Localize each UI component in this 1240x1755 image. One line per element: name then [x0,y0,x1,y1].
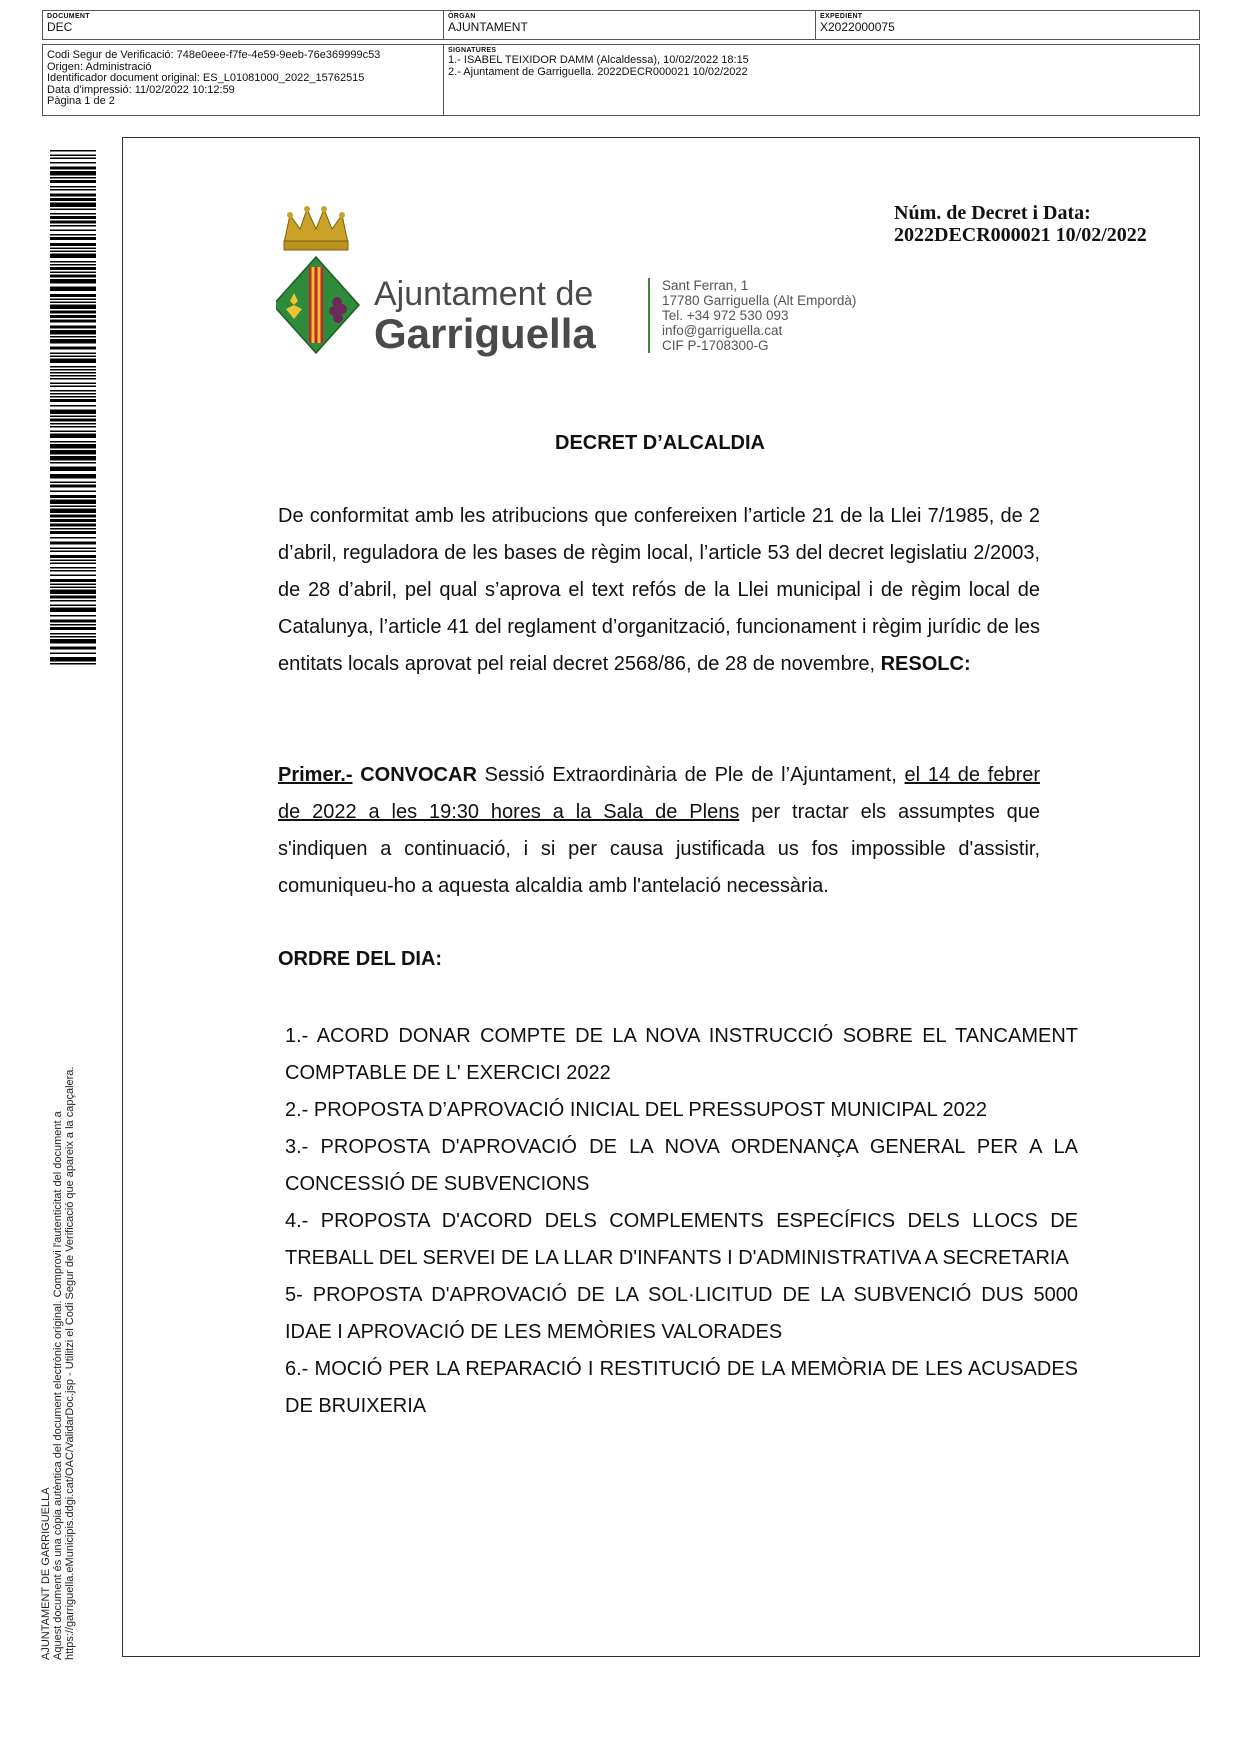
primer-date-place: el 14 de febrer de 2022 a les 19:30 hores a la Sala de Plens [278,764,1041,823]
signatures-cell [443,45,1199,115]
verification-code: Codi Segur de Verificació: 748e0eee-f7fe-4e59-9eeb-76e369999c53 [47,49,381,61]
contact-postal: 17780 Garriguella (Alt Empordà) [662,293,857,308]
organ-value: AJUNTAMENT [448,20,528,34]
expedient-label: EXPEDIENT [820,13,863,20]
logo-text-line2: Garriguella [374,310,596,357]
contact-email: info@garriguella.cat [662,323,783,338]
agenda-item: 3.- PROPOSTA D'APROVACIÓ DE LA NOVA ORDENANÇA GENERAL PER A LA CONCESSIÓ DE SUBVENCIONS [285,1136,1078,1195]
primer-label: Primer.- [278,764,353,786]
expedient-value: X2022000075 [820,20,895,34]
coat-of-arms-icon [276,257,359,353]
decree-number-value: 2022DECR000021 10/02/2022 [894,224,1147,246]
document-value: DEC [47,20,73,34]
agenda-title: ORDRE DEL DIA: [278,948,443,970]
document-meta [43,45,443,115]
agenda-list [285,1018,1078,1425]
decree-number-label: Núm. de Decret i Data: [894,202,1091,224]
contact-cif: CIF P-1708300-G [662,338,769,353]
side-validation-text [40,960,76,1660]
side-line-1: AJUNTAMENT DE GARRIGUELLA [40,1487,52,1660]
side-line-2: Aquest document és una còpia autèntica del document electrònic original. Comprovi l'autenticitat del document a [52,1111,64,1660]
signature-1: 1.- ISABEL TEIXIDOR DAMM (Alcaldessa), 10/02/2022 18:15 [448,54,749,66]
agenda-item: 1.- ACORD DONAR COMPTE DE LA NOVA INSTRUCCIÓ SOBRE EL TANCAMENT COMPTABLE DE L' EXERCICI 2022 [285,1025,1078,1084]
document-cell [43,11,443,39]
intro-resolc: RESOLC: [880,653,971,675]
primer-text2: per tractar els assumptes que s'indiquen a continuació, i si per causa justificada us fos impossible d'assistir, comuniqueu-ho a aquesta alcaldia amb l'antelació necessària. [278,801,1040,897]
signatures-label: SIGNATURES [448,47,497,54]
contact-address: Sant Ferran, 1 [662,278,749,293]
decree-number [894,202,1147,246]
page-number: Pàgina 1 de 2 [47,95,115,108]
agenda-item: 4.- PROPOSTA D'ACORD DELS COMPLEMENTS ESPECÍFICS DELS LLOCS DE TREBALL DEL SERVEI DE LA LLAR D'INFANTS I D'ADMINISTRATIVA A SECRETARIA [285,1210,1078,1269]
barcode [50,150,96,666]
organ-cell [443,11,815,39]
header-row-top [42,10,1200,40]
organ-label: ÒRGAN [448,13,476,20]
crown-icon [284,206,348,250]
original-identifier: Identificador document original: ES_L01081000_2022_15762515 [47,72,365,85]
signature-2: 2.- Ajuntament de Garriguella. 2022DECR000021 10/02/2022 [448,65,748,78]
contact-block [662,278,856,353]
document-title: DECRET D’ALCALDIA [555,432,765,454]
logo-divider [648,278,650,353]
agenda-item: 6.- MOCIÓ PER LA REPARACIÓ I RESTITUCIÓ DE LA MEMÒRIA DE LES ACUSADES DE BRUIXERIA [285,1358,1078,1417]
garriguella-logo [276,205,636,375]
document-label: DOCUMENT [47,13,90,20]
intro-text: De conformitat amb les atribucions que confereixen l’article 21 de la Llei 7/1985, de 2 d’abril, reguladora de les bases de règim local, l’article 53 del decret legislatiu 2/2003, de 28 d’abril, pel qual s’aprova el text refós de la Llei municipal i de règim local de Catalunya, l’article 41 del reglament d’organització, funcionament i règim jurídic de les entitats locals aprovat pel reial decret 2568/86, de 28 de novembre, [278,505,1040,675]
side-line-3: https://garriguella.eMunicipis.ddgi.cat/OAC/ValidarDoc.jsp - Utilitzi el Codi Segur de Verificació que apareix a la capçalera. [64,1066,76,1660]
contact-phone: Tel. +34 972 530 093 [662,308,789,323]
agenda-item: 2.- PROPOSTA D’APROVACIÓ INICIAL DEL PRESSUPOST MUNICIPAL 2022 [285,1099,988,1121]
print-date: Data d'impressió: 11/02/2022 10:12:59 [47,83,235,96]
primer-paragraph [278,757,1040,905]
origin: Origen: Administració [47,60,152,73]
header-row-meta [42,44,1200,116]
agenda-item: 5- PROPOSTA D'APROVACIÓ DE LA SOL·LICITUD DE LA SUBVENCIÓ DUS 5000 IDAE I APROVACIÓ DE LES MEMÒRIES VALORADES [285,1284,1078,1343]
expedient-cell [815,11,1199,39]
primer-verb: CONVOCAR [360,764,477,786]
intro-paragraph [278,498,1040,683]
primer-text1: Sessió Extraordinària de Ple de l’Ajuntament, [484,764,897,786]
logo-text-line1: Ajuntament de [374,275,594,313]
